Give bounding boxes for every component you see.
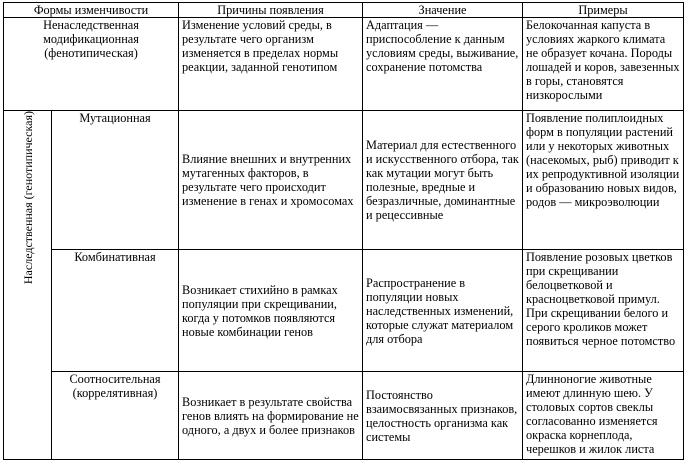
- meaning-correlative: Постоянство взаимосвязанных признаков, целостность организма как системы: [363, 372, 523, 460]
- form-combinative: Комбинативная: [52, 250, 179, 372]
- cause-combinative: Возникает стихийно в рамках популяции при скрещивании, когда у потомков появляются новые комбинации генов: [179, 250, 363, 372]
- hereditary-group-cell: [4, 111, 52, 460]
- header-examples: Примеры: [523, 3, 684, 18]
- form-correlative: Соотносительная (коррелятивная): [52, 372, 179, 460]
- cause-correlative: Возникает в результате свойства генов влиять на формирование не одного, а двух и более признаков: [179, 372, 363, 460]
- meaning-nonhereditary: Адаптация — приспособление к данным условиям среды, выживание, сохранение потомства: [363, 18, 523, 111]
- example-mutational: Появление полиплоидных форм в популяции растений или у некоторых животных (насекомых, рыб) приводит к их репродуктивной изоляции и образованию новых видов, родов — микроэволюции: [523, 111, 684, 250]
- form-mutational: Мутационная: [52, 111, 179, 250]
- example-nonhereditary: Белокочанная капуста в условиях жаркого климата не образует кочана. Породы лошадей и коров, завезенных в горы, становятся низкорослыми: [523, 18, 684, 111]
- cause-nonhereditary: Изменение условий среды, в результате чего организм изменяется в пределах нормы реакции, заданной генотипом: [179, 18, 363, 111]
- cause-mutational: Влияние внешних и внутренних мутагенных факторов, в результате чего происходит изменение в генах и хромосомах: [179, 111, 363, 250]
- meaning-mutational: Материал для естественного и искусственного отбора, так как мутации могут быть полезные, вредные и безразличные, доминантные и рецессивные: [363, 111, 523, 250]
- hereditary-group-label: Наследственная (генотипическая): [20, 111, 35, 285]
- variability-table: [3, 2, 684, 460]
- meaning-combinative: Распространение в популяции новых наследственных изменений, которые служат материалом для отбора: [363, 250, 523, 372]
- header-meaning: Значение: [363, 3, 523, 18]
- form-nonhereditary-label: Ненаследственная модификационная (фенотипическая): [43, 18, 139, 60]
- table-row-correlative: [4, 372, 684, 460]
- table-header-row: [4, 3, 684, 18]
- example-correlative: Длинноногие животные имеют длинную шею. У столовых сортов свеклы согласованно изменяется окраска корнеплода, черешков и жилок листа: [523, 372, 684, 460]
- table-row-mutational: [4, 111, 684, 250]
- example-combinative: Появление розовых цветков при скрещивании белоцветковой и красноцветковой примул. При скрещивании белого и серого кроликов может появиться черное потомство: [523, 250, 684, 372]
- table-row-combinative: [4, 250, 684, 372]
- header-forms: Формы изменчивости: [4, 3, 179, 18]
- form-nonhereditary: [4, 18, 179, 111]
- header-causes: Причины появления: [179, 3, 363, 18]
- table-row-nonhereditary: [4, 18, 684, 111]
